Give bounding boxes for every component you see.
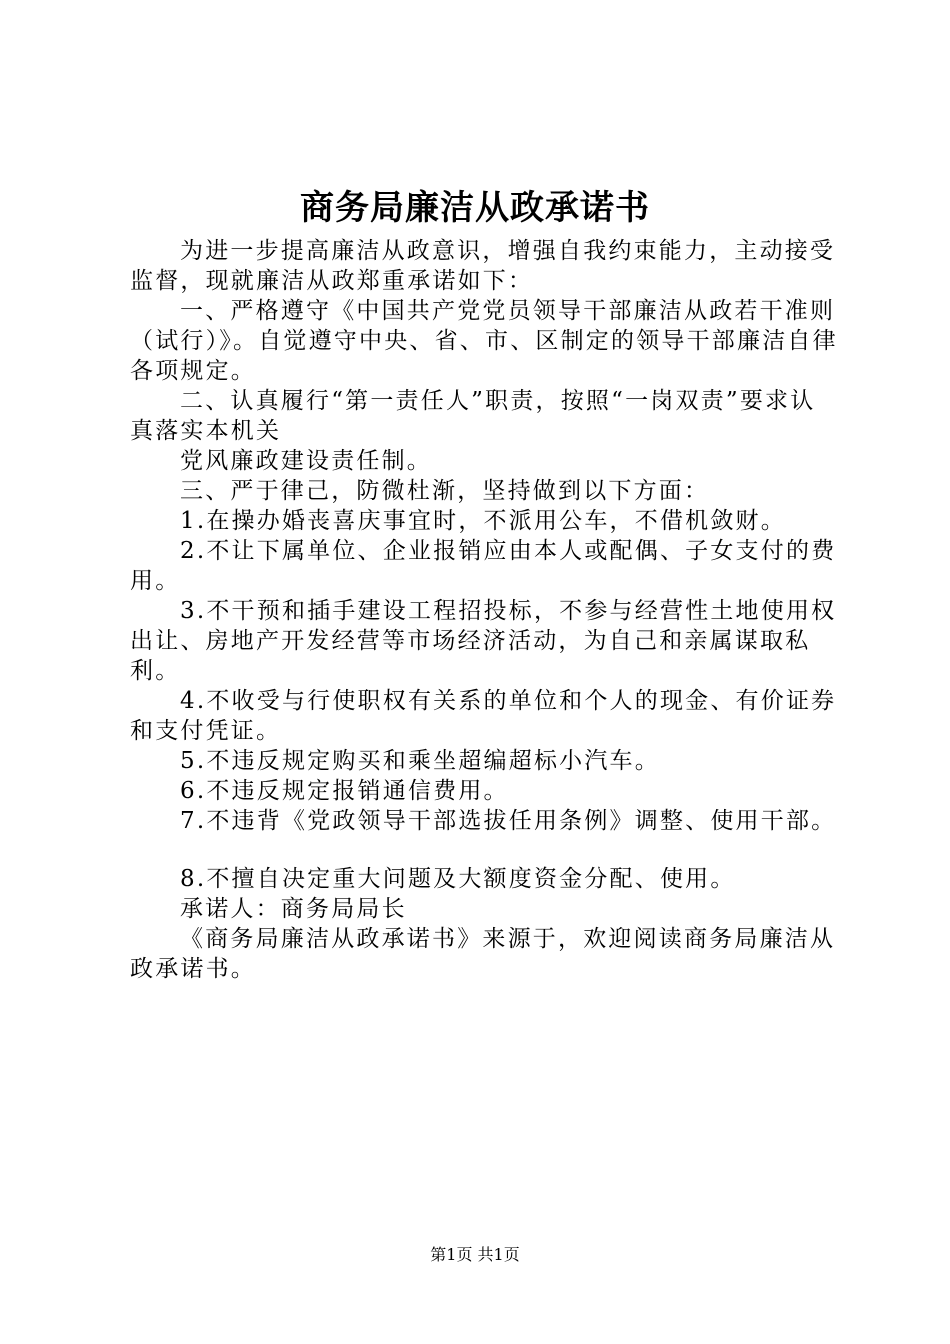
list-item-7: 7.不违背《党政领导干部选拔任用条例》调整、使用干部。	[180, 808, 837, 834]
list-item-6: 6.不违反规定报销通信费用。	[180, 778, 509, 804]
paragraph-item-1: 一、严格遵守《中国共产党党员领导干部廉洁从政若干准则（试行）》。自觉遵守中央、省、市、区制定的领导干部廉洁自律各项规定。	[130, 298, 838, 384]
document-title: 商务局廉洁从政承诺书	[300, 188, 650, 228]
list-item-1: 1.在操办婚丧喜庆事宜时，不派用公车，不借机敛财。	[180, 508, 786, 534]
page-number: 第1页 共1页	[430, 1245, 520, 1264]
list-item-4: 4.不收受与行使职权有关系的单位和个人的现金、有价证券和支付凭证。	[130, 688, 837, 744]
promisor-line: 承诺人：商务局局长	[180, 896, 407, 922]
document-body	[130, 236, 840, 984]
list-item-8: 8.不擅自决定重大问题及大额度资金分配、使用。	[180, 866, 736, 892]
source-note: 《商务局廉洁从政承诺书》来源于，欢迎阅读商务局廉洁从政承诺书。	[130, 926, 836, 982]
list-item-3: 3.不干预和插手建设工程招投标，不参与经营性土地使用权出让、房地产开发经营等市场经济活动，为自己和亲属谋取私利。	[130, 598, 837, 684]
paragraph-item-3: 三、严于律己，防微杜渐，坚持做到以下方面：	[180, 478, 710, 504]
paragraph-item-2: 二、认真履行“第一责任人”职责，按照“一岗双责”要求认真落实本机关	[130, 388, 816, 444]
list-item-2: 2.不让下属单位、企业报销应由本人或配偶、子女支付的费用。	[130, 538, 837, 594]
paragraph-intro: 为进一步提高廉洁从政意识，增强自我约束能力，主动接受监督，现就廉洁从政郑重承诺如下：	[130, 238, 836, 294]
list-item-5: 5.不违反规定购买和乘坐超编超标小汽车。	[180, 748, 660, 774]
paragraph-item-2-continued: 党风廉政建设责任制。	[180, 448, 432, 474]
